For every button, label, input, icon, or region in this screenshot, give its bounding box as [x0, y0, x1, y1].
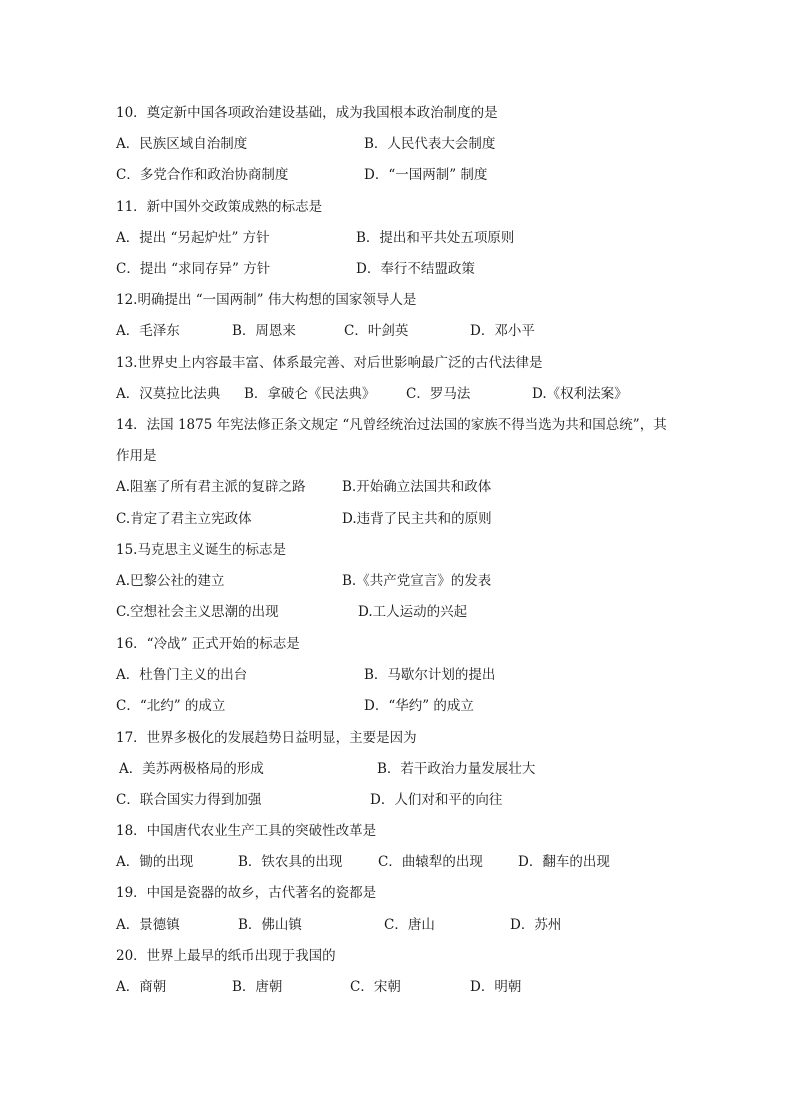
question-11-stem: 11．新中国外交政策成熟的标志是 — [116, 199, 323, 215]
question-12-stem: 12.明确提出 “一国两制” 伟大构想的国家领导人是 — [116, 292, 417, 308]
question-14-option-c: C.肯定了君主立宪政体 — [116, 511, 252, 527]
question-12-option-a: A．毛泽东 — [116, 323, 180, 339]
question-18-stem: 18．中国唐代农业生产工具的突破性改革是 — [116, 823, 377, 839]
question-20-stem: 20．世界上最早的纸币出现于我国的 — [116, 948, 336, 964]
question-16-option-a: A．杜鲁门主义的出台 — [116, 667, 248, 683]
question-15-option-a: A.巴黎公社的建立 — [116, 573, 225, 589]
question-17-option-b: B．若干政治力量发展壮大 — [377, 761, 536, 777]
question-15-option-b: B.《共产党宣言》的发表 — [342, 573, 492, 589]
question-10-option-d: D．“一国两制” 制度 — [364, 167, 488, 183]
question-18-option-c: C．曲辕犁的出现 — [378, 854, 483, 870]
question-13-option-a: A．汉莫拉比法典 — [116, 386, 221, 402]
question-18-option-a: A．锄的出现 — [116, 854, 194, 870]
question-17-option-d: D．人们对和平的向往 — [370, 792, 503, 808]
question-14-stem: 14．法国 1875 年宪法修正条文规定 “凡曾经统治过法国的家族不得当选为共和国总统”，其 — [116, 417, 667, 433]
question-12-option-b: B．周恩来 — [232, 323, 296, 339]
question-13-option-d: D.《权利法案》 — [532, 386, 628, 402]
question-16-option-c: C．“北约” 的成立 — [116, 698, 226, 714]
question-18-option-d: D．翻车的出现 — [518, 854, 610, 870]
question-14-option-a: A.阻塞了所有君主派的复辟之路 — [116, 479, 306, 495]
question-10-stem: 10．奠定新中国各项政治建设基础，成为我国根本政治制度的是 — [116, 105, 498, 121]
question-14-option-b: B.开始确立法国共和政体 — [342, 479, 492, 495]
question-16-stem: 16．“冷战” 正式开始的标志是 — [116, 636, 300, 652]
question-19-option-b: B．佛山镇 — [238, 917, 302, 933]
question-10-option-b: B．人民代表大会制度 — [364, 136, 496, 152]
question-19-option-d: D．苏州 — [510, 917, 562, 933]
question-20-option-a: A．商朝 — [116, 979, 167, 995]
question-20-option-b: B．唐朝 — [232, 979, 283, 995]
question-17-stem: 17．世界多极化的发展趋势日益明显，主要是因为 — [116, 730, 417, 746]
question-19-stem: 19．中国是瓷器的故乡，古代著名的瓷都是 — [116, 885, 377, 901]
question-15-stem: 15.马克思主义诞生的标志是 — [116, 542, 286, 558]
question-16-option-d: D．“华约” 的成立 — [364, 698, 474, 714]
question-14-stem-continued: 作用是 — [116, 448, 157, 464]
question-17-option-a: A．美苏两极格局的形成 — [119, 761, 264, 777]
question-14-option-d: D.违背了民主共和的原则 — [342, 511, 492, 527]
question-15-option-d: D.工人运动的兴起 — [358, 604, 468, 620]
question-20-option-d: D．明朝 — [470, 979, 522, 995]
question-10-option-c: C．多党合作和政治协商制度 — [116, 167, 289, 183]
question-19-option-a: A．景德镇 — [116, 917, 180, 933]
question-11-option-d: D．奉行不结盟政策 — [356, 261, 475, 277]
question-13-option-c: C．罗马法 — [406, 386, 471, 402]
question-15-option-c: C.空想社会主义思潮的出现 — [116, 604, 279, 620]
question-11-option-b: B．提出和平共处五项原则 — [356, 230, 515, 246]
question-13-option-b: B．拿破仑《民法典》 — [244, 386, 376, 402]
question-12-option-d: D．邓小平 — [470, 323, 535, 339]
question-16-option-b: B．马歇尔计划的提出 — [364, 667, 496, 683]
question-13-stem: 13.世界史上内容最丰富、体系最完善、对后世影响最广泛的古代法律是 — [116, 355, 543, 371]
question-19-option-c: C．唐山 — [384, 917, 435, 933]
question-10-option-a: A．民族区域自治制度 — [116, 136, 248, 152]
question-11-option-a: A．提出 “另起炉灶” 方针 — [116, 230, 270, 246]
question-18-option-b: B．铁农具的出现 — [238, 854, 343, 870]
question-12-option-c: C．叶剑英 — [344, 323, 409, 339]
question-17-option-c: C．联合国实力得到加强 — [116, 792, 262, 808]
question-20-option-c: C．宋朝 — [350, 979, 401, 995]
question-11-option-c: C．提出 “求同存异” 方针 — [116, 261, 271, 277]
